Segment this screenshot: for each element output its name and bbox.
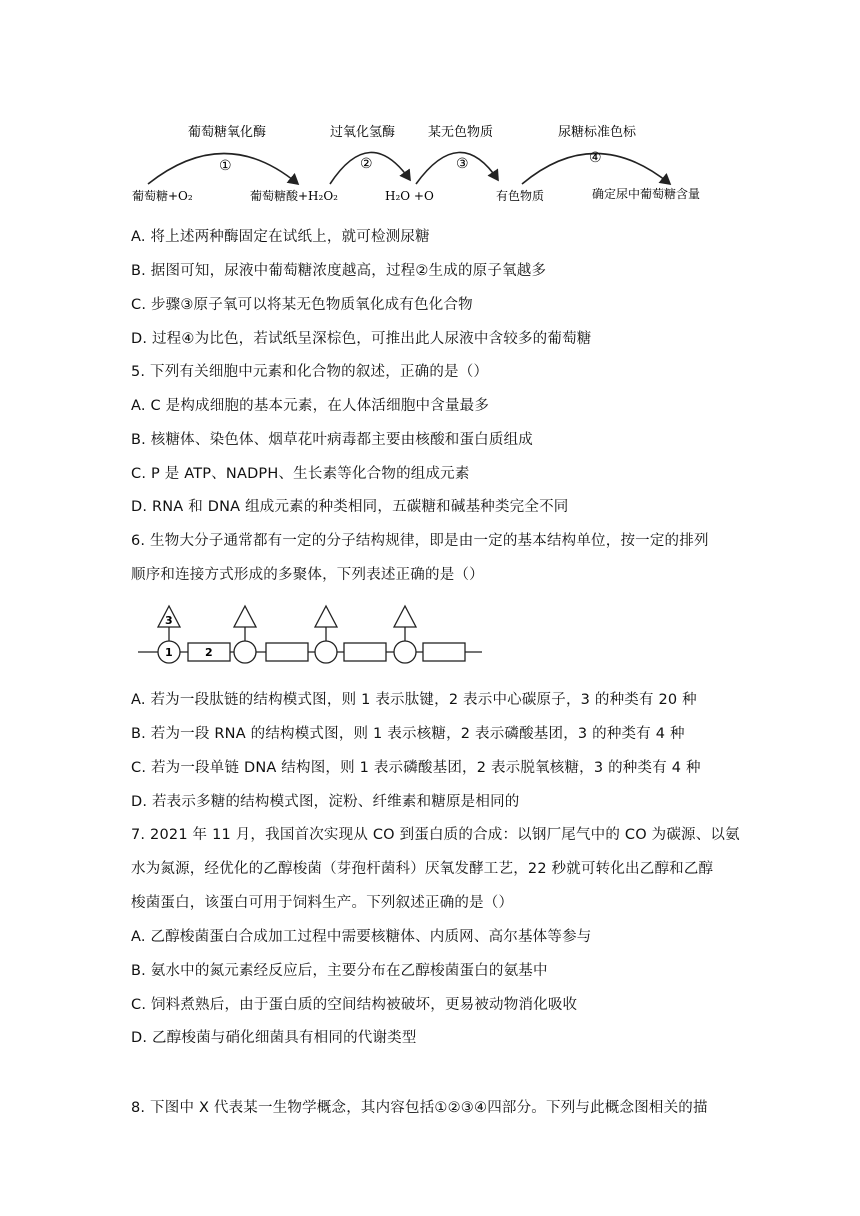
q7-option-c: C. 饲料煮熟后，由于蛋白质的空间结构被破坏，更易被动物消化吸收 xyxy=(131,997,578,1013)
q6-option-b: B. 若为一段 RNA 的结构模式图，则 1 表示核糖，2 表示磷酸基团，3 的种类有 4 种 xyxy=(131,726,685,742)
glucose-test-flow-diagram xyxy=(130,118,730,218)
q4-option-a: A. 将上述两种酶固定在试纸上，就可检测尿糖 xyxy=(131,229,430,245)
q7-option-b: B. 氨水中的氮元素经反应后，主要分布在乙醇梭菌蛋白的氨基中 xyxy=(131,963,548,979)
label-1: 1 xyxy=(165,646,173,659)
label-2: 2 xyxy=(205,646,213,659)
q5-option-c: C. P 是 ATP、NADPH、生长素等化合物的组成元素 xyxy=(131,466,470,482)
q5-option-a: A. C 是构成细胞的基本元素，在人体活细胞中含量最多 xyxy=(131,398,490,414)
label-3: 3 xyxy=(165,614,173,627)
q6-option-d: D. 若表示多糖的结构模式图，淀粉、纤维素和糖原是相同的 xyxy=(131,794,520,810)
q4-option-b: B. 据图可知，尿液中葡萄糖浓度越高，过程②生成的原子氧越多 xyxy=(131,263,547,279)
step-4-number: ④ xyxy=(589,150,602,166)
q7-stem-line-3: 梭菌蛋白，该蛋白可用于饲料生产。下列叙述正确的是（） xyxy=(131,895,514,911)
q5-option-b: B. 核糖体、染色体、烟草花叶病毒都主要由核酸和蛋白质组成 xyxy=(131,432,533,448)
node-h2o-o: H₂O +O xyxy=(385,189,434,203)
node-colored-substance: 有色物质 xyxy=(496,189,545,203)
q7-stem-line-2: 水为氮源，经优化的乙醇梭菌（芽孢杆菌科）厌氧发酵工艺，22 秒就可转化出乙醇和乙醇 xyxy=(131,861,714,877)
node-gluconic-acid-h2o2: 葡萄糖酸+H₂O₂ xyxy=(250,189,338,203)
polymer-structure-diagram xyxy=(138,600,488,668)
q8-stem-line-1: 8. 下图中 X 代表某一生物学概念，其内容包括①②③④四部分。下列与此概念图相关的描 xyxy=(131,1100,708,1116)
q6-stem-line-1: 6. 生物大分子通常都有一定的分子结构规律，即是由一定的基本结构单位，按一定的排列 xyxy=(131,533,709,549)
node-urine-glucose-result: 确定尿中葡萄糖含量 xyxy=(592,187,701,201)
q4-option-c: C. 步骤③原子氧可以将某无色物质氧化成有色化合物 xyxy=(131,297,473,313)
step-4-label: 尿糖标准色标 xyxy=(558,125,637,140)
step-2-label: 过氧化氢酶 xyxy=(330,125,396,140)
q6-option-c: C. 若为一段单链 DNA 结构图，则 1 表示磷酸基团，2 表示脱氧核糖，3 的种类有 4 种 xyxy=(131,760,701,776)
q5-stem: 5. 下列有关细胞中元素和化合物的叙述，正确的是（） xyxy=(131,364,489,380)
node-glucose-o2: 葡萄糖+O₂ xyxy=(132,189,193,203)
step-2-number: ② xyxy=(360,156,373,172)
q6-stem-line-2: 顺序和连接方式形成的多聚体，下列表述正确的是（） xyxy=(131,567,484,583)
step-1-label: 葡萄糖氧化酶 xyxy=(188,125,267,140)
q7-option-a: A. 乙醇梭菌蛋白合成加工过程中需要核糖体、内质网、高尔基体等参与 xyxy=(131,929,592,945)
step-3-label: 某无色物质 xyxy=(428,125,494,140)
q5-option-d: D. RNA 和 DNA 组成元素的种类相同，五碳糖和碱基种类完全不同 xyxy=(131,499,569,515)
step-3-number: ③ xyxy=(456,156,469,172)
q4-option-d: D. 过程④为比色，若试纸呈深棕色，可推出此人尿液中含较多的葡萄糖 xyxy=(131,331,592,347)
q6-option-a: A. 若为一段肽链的结构模式图，则 1 表示肽键，2 表示中心碳原子，3 的种类有 20 种 xyxy=(131,692,697,708)
step-1-number: ① xyxy=(219,158,232,174)
q7-option-d: D. 乙醇梭菌与硝化细菌具有相同的代谢类型 xyxy=(131,1030,417,1046)
q7-stem-line-1: 7. 2021 年 11 月，我国首次实现从 CO 到蛋白质的合成：以钢厂尾气中的 CO 为碳源、以氨 xyxy=(131,827,740,843)
